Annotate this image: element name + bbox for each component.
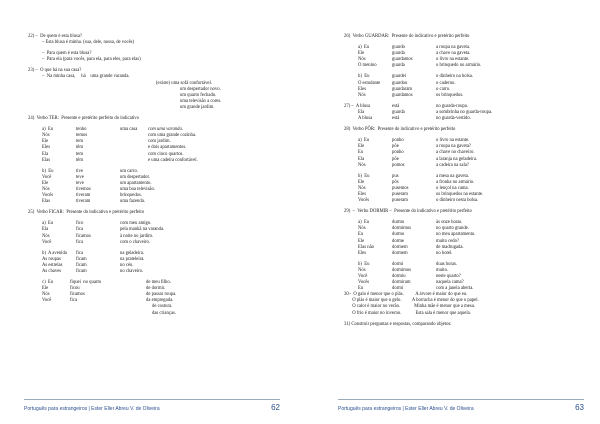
table-cell: ponho bbox=[392, 138, 404, 144]
table-cell: brinquedos. bbox=[120, 193, 143, 199]
table-cell: tive bbox=[76, 168, 84, 174]
table-cell: têm bbox=[76, 145, 84, 151]
table-cell: de passar roupa. bbox=[146, 292, 177, 298]
table-cell: os brinquedos na estante. bbox=[436, 191, 484, 197]
q27-table bbox=[344, 104, 586, 122]
table-cell: dormimos bbox=[392, 267, 412, 273]
q26-table-a bbox=[358, 45, 586, 69]
table-cell: ficamos bbox=[70, 292, 85, 298]
table-cell: Ele bbox=[358, 238, 365, 244]
table-cell: uma boa televisão. bbox=[120, 186, 156, 192]
q28-table-b bbox=[358, 174, 586, 204]
table-cell: e dois apartamentos. bbox=[148, 145, 187, 151]
table-cell: As chaves bbox=[42, 269, 62, 274]
table-cell: a mesa na gaveta. bbox=[436, 173, 470, 179]
table-cell: guardei bbox=[392, 74, 407, 80]
table-cell: de meu filho. bbox=[146, 280, 171, 286]
table-cell: neste quarto? bbox=[436, 274, 461, 279]
table-cell: puseram bbox=[392, 198, 408, 204]
table-cell: Nós bbox=[358, 162, 366, 168]
table-cell: b) Eu bbox=[358, 261, 370, 267]
table-cell: A blusa bbox=[358, 116, 373, 122]
table-cell: guarda bbox=[392, 51, 405, 57]
table-cell: dormimos bbox=[392, 226, 412, 232]
q23-line: um grande jardim. bbox=[180, 104, 215, 110]
table-cell: está bbox=[392, 116, 400, 122]
table-cell: guardou bbox=[392, 80, 408, 86]
q28-table-a bbox=[358, 138, 586, 168]
right-footer bbox=[338, 399, 584, 412]
table-cell: O estudante bbox=[358, 80, 381, 86]
table-cell: ponho bbox=[392, 150, 404, 156]
table-cell: os brinquedos. bbox=[436, 92, 464, 98]
table-cell: a chave na gaveta. bbox=[436, 51, 471, 57]
table-cell: põe bbox=[392, 156, 399, 162]
table-cell: a laranja na geladeira. bbox=[436, 156, 478, 162]
table-cell: Eles bbox=[358, 250, 367, 256]
q25-tail-line: de costura. bbox=[152, 304, 173, 310]
table-cell: dormi bbox=[392, 261, 404, 267]
q22-answer-2: – Para ela (para vocês, para ela, para eles, para elas) bbox=[42, 57, 141, 63]
q30-line: O calor é maior no verão. Minha mãe é menor que a mesa. bbox=[344, 304, 475, 310]
table-cell: Elas bbox=[42, 199, 51, 205]
q22-answer: – Esta blusa é minha. (sua, dele, nossa, de vocês) bbox=[42, 40, 135, 46]
table-cell: ficou bbox=[70, 286, 80, 292]
table-cell: Eu bbox=[358, 150, 364, 156]
table-cell: uma casa bbox=[120, 127, 138, 133]
q31-title: 31) Construir perguntas e respostas, comparando objetos: bbox=[344, 321, 452, 327]
table-cell: naquela cama? bbox=[436, 280, 464, 286]
table-cell: teve bbox=[76, 174, 84, 180]
table-cell: Ele bbox=[42, 139, 49, 145]
table-cell: com cinco quartos. bbox=[148, 151, 184, 157]
q29-table-a bbox=[358, 220, 586, 257]
table-cell: Elas não bbox=[358, 244, 375, 250]
table-cell: na geladeira. bbox=[120, 250, 144, 256]
table-cell: com uma grande cozinha. bbox=[148, 133, 197, 139]
right-page-content bbox=[344, 34, 586, 400]
table-cell: com jardim. bbox=[148, 139, 171, 145]
page-number: 62 bbox=[271, 403, 280, 412]
table-cell: puseram bbox=[392, 191, 408, 197]
q26-title: 26) Verbo GUARDAR: Presente do indicativo e pretérito perfeito bbox=[344, 34, 470, 39]
table-cell: Vocês bbox=[42, 193, 54, 199]
table-cell: Nós bbox=[358, 57, 366, 63]
table-cell: dorme bbox=[392, 238, 404, 244]
table-cell: Ela bbox=[358, 109, 365, 115]
table-cell: o brinquedo no armário. bbox=[436, 63, 482, 69]
table-cell: Nós bbox=[358, 267, 366, 273]
table-cell: durmo bbox=[392, 232, 405, 238]
table-cell: a roupa na gaveta? bbox=[436, 144, 472, 150]
page-number: 63 bbox=[575, 403, 584, 412]
table-cell: muito. bbox=[436, 267, 449, 273]
table-cell: dormem bbox=[392, 244, 408, 250]
table-cell: no meu apartamento. bbox=[436, 232, 476, 238]
table-cell: dormi bbox=[392, 286, 404, 292]
table-cell: Você bbox=[358, 274, 368, 279]
table-cell: Você bbox=[42, 298, 52, 304]
table-cell: As roupas bbox=[42, 256, 61, 262]
table-cell: tem bbox=[76, 151, 84, 157]
table-cell: na prateleira. bbox=[120, 256, 145, 262]
q26-table-b bbox=[358, 74, 586, 98]
table-cell: põe bbox=[392, 144, 399, 150]
table-cell: As estrelas bbox=[42, 262, 63, 268]
q23-line: uma televisão a cores. bbox=[180, 98, 222, 104]
q23-title: 23) – O que há na sua casa? bbox=[28, 68, 82, 74]
table-cell: Ela bbox=[358, 156, 365, 162]
q29-title: 29) – Verbo DORMIR – Presente do indicativo e pretérito perfeito bbox=[344, 209, 472, 215]
table-cell: a cadeira na sala? bbox=[436, 162, 469, 168]
table-cell: Nós bbox=[358, 185, 366, 191]
table-cell: guarda bbox=[392, 63, 405, 69]
table-cell: a) Eu bbox=[358, 220, 370, 226]
table-cell bbox=[120, 158, 144, 164]
table-cell: ficam bbox=[76, 256, 87, 262]
q25-table-a bbox=[42, 221, 290, 245]
table-cell: Você bbox=[42, 239, 52, 245]
table-cell: com a janela aberta. bbox=[436, 286, 474, 292]
table-cell: o caderno. bbox=[436, 80, 456, 86]
table-cell: a chave no chaveiro. bbox=[436, 150, 475, 156]
table-cell: o lençol na cama. bbox=[436, 185, 469, 191]
table-cell: b) Eu bbox=[358, 173, 370, 179]
table-cell: tivemos bbox=[76, 186, 91, 192]
table-cell: Eles bbox=[358, 86, 367, 92]
table-cell: c) Eu bbox=[42, 280, 54, 286]
table-cell: pomos bbox=[392, 162, 405, 168]
table-cell: a roupa na gaveta. bbox=[436, 45, 471, 51]
left-footer bbox=[24, 399, 280, 412]
table-cell: Eles bbox=[358, 191, 367, 197]
table-cell: com meu amigo. bbox=[120, 221, 152, 227]
table-cell: Ele bbox=[42, 180, 49, 186]
footer-text: Português para estrangeiros | Ester Eller Abreu V. de Oliveira bbox=[24, 406, 160, 412]
table-cell: Nós bbox=[42, 233, 50, 239]
table-cell: Ele bbox=[358, 144, 365, 150]
table-cell: a) Eu bbox=[358, 138, 370, 144]
table-cell: o carro. bbox=[436, 86, 451, 92]
table-cell: durmo bbox=[392, 220, 405, 226]
table-cell: fica bbox=[76, 250, 84, 256]
table-cell: b) Eu bbox=[358, 74, 370, 80]
table-cell: Eu bbox=[358, 286, 364, 292]
table-cell: muito cedo? bbox=[436, 238, 460, 244]
table-cell: fica bbox=[70, 298, 78, 304]
table-cell: a) Eu bbox=[42, 127, 54, 133]
table-cell: O menino bbox=[358, 63, 377, 69]
table-cell: no hotel. bbox=[436, 250, 453, 256]
q28-title: 28) Verbo PÔR: Presente do indicativo e pretérito perfeito bbox=[344, 127, 456, 133]
table-cell: com o chaveiro. bbox=[120, 239, 151, 245]
table-cell: de dormir. bbox=[146, 286, 166, 292]
table-cell: às onze horas. bbox=[436, 220, 463, 226]
table-cell: dormiram bbox=[392, 280, 411, 286]
table-cell: um despertador. bbox=[120, 174, 150, 180]
q30-line: O frio é maior no inverno. Esta sala é menor que aquela. bbox=[344, 310, 471, 316]
table-cell: tenho bbox=[76, 127, 87, 133]
table-cell: Nós bbox=[42, 133, 50, 139]
table-cell: Nós bbox=[358, 226, 366, 232]
table-cell: a) Eu bbox=[42, 221, 54, 227]
table-cell: dormem bbox=[392, 250, 408, 256]
table-cell: ficamos bbox=[76, 233, 91, 239]
table-cell: pusemos bbox=[392, 185, 409, 191]
table-cell: Eles bbox=[42, 145, 51, 151]
table-cell: fiquei no quarto bbox=[70, 280, 102, 286]
table-cell: guardamos bbox=[392, 92, 413, 98]
table-cell: no quarto grande. bbox=[436, 226, 469, 232]
table-cell: com uma varanda. bbox=[148, 127, 184, 133]
q22-title: 22) – De quem é esta blusa? bbox=[28, 34, 83, 39]
table-cell: no céu. bbox=[120, 262, 134, 268]
table-cell: a fronha no armário. bbox=[436, 179, 475, 185]
q25-table-b bbox=[42, 251, 290, 275]
table-cell: tem bbox=[76, 139, 84, 145]
q22-question-2: – Para quem é esta blusa? bbox=[42, 51, 92, 57]
table-cell: Vocês bbox=[358, 198, 370, 204]
table-cell: pela manhã na varanda. bbox=[120, 227, 165, 233]
table-cell: e uma cadeira confortável. bbox=[148, 157, 198, 163]
q23-line: um despertador novo. bbox=[180, 86, 221, 92]
table-cell: fico bbox=[76, 221, 84, 227]
table-cell: Nós bbox=[358, 92, 366, 98]
table-cell: no guarda-vestido. bbox=[436, 116, 471, 122]
table-cell: teve bbox=[76, 180, 84, 186]
left-page-content bbox=[28, 34, 290, 400]
table-cell: Ele bbox=[42, 286, 49, 292]
table-cell: guardaram bbox=[392, 86, 413, 92]
table-cell: 27) – A blusa bbox=[344, 103, 371, 109]
table-cell: Eu bbox=[358, 232, 364, 238]
q23-line: um quarto fechado. bbox=[180, 92, 217, 98]
table-cell: Você bbox=[42, 174, 52, 180]
table-cell: b) Eu bbox=[42, 168, 54, 174]
q29-table-b bbox=[358, 262, 586, 292]
table-cell: um carro. bbox=[120, 168, 138, 174]
table-cell: uma fazenda. bbox=[120, 199, 145, 205]
table-cell: têm bbox=[76, 157, 84, 163]
table-cell: fica bbox=[76, 239, 84, 245]
table-cell: dormiu bbox=[392, 274, 406, 279]
q24-table-a bbox=[42, 127, 290, 164]
table-cell: b) A avenida bbox=[42, 250, 67, 256]
q30-line: 30– O galo é menor que o plás. A árvore é maior do que eu. bbox=[344, 292, 468, 298]
table-cell: à noite no jardim. bbox=[120, 233, 154, 239]
table-cell: duas horas. bbox=[436, 261, 458, 267]
q25-title: 25) Verbo FICAR: Presente do indicativo e pretérito perfeito bbox=[28, 210, 145, 216]
table-cell: fica bbox=[76, 227, 84, 233]
q25-tail-line: das crianças. bbox=[152, 310, 176, 316]
table-cell: pus bbox=[392, 173, 399, 179]
table-cell: da empregada. bbox=[146, 298, 174, 304]
table-cell: no guarda-roupa. bbox=[436, 103, 469, 109]
table-cell: de madrugada. bbox=[436, 244, 464, 250]
table-cell: o livro na estante. bbox=[436, 138, 470, 144]
table-cell: o dinheiro nesta bolsa. bbox=[436, 198, 479, 204]
table-cell: Elas bbox=[42, 157, 51, 163]
table-cell: guardo bbox=[392, 45, 406, 51]
q30-line: O plás é maior que o gelo. A borracha é menor do que o papel. bbox=[344, 298, 479, 304]
q25-table-c bbox=[42, 280, 290, 304]
table-cell: está bbox=[392, 103, 400, 109]
table-cell: o dinheiro na bolsa. bbox=[436, 74, 473, 80]
q23-answer: – Na minha casa, há uma grande varanda. bbox=[42, 74, 130, 80]
q24-title: 24) Verbo TER: Presente e pretérito perfeito do indicativo bbox=[28, 116, 139, 122]
table-cell: pôs bbox=[392, 179, 399, 185]
table-cell: a) Eu bbox=[358, 45, 370, 51]
q23-line: (existe) uma sofá confortável. bbox=[156, 80, 212, 86]
table-cell: a sombrinha no guarda-roupa. bbox=[436, 109, 493, 115]
right-page bbox=[300, 0, 600, 424]
table-cell: tiveram bbox=[76, 199, 91, 205]
table-cell: ficam bbox=[76, 269, 87, 274]
table-cell: Ele bbox=[358, 51, 365, 57]
table-cell: Ela bbox=[42, 227, 49, 233]
table-cell: Ela bbox=[42, 151, 49, 157]
table-cell: o livro na estante. bbox=[436, 57, 470, 63]
table-cell: guardamos bbox=[392, 57, 413, 63]
footer-text: Português para estrangeiros | Ester Eller Abreu V. de Oliveira bbox=[338, 406, 474, 412]
table-cell: no chaveiro. bbox=[120, 269, 144, 274]
q24-table-b bbox=[42, 169, 290, 206]
table-cell: temos bbox=[76, 133, 88, 139]
table-cell: Nós bbox=[42, 292, 50, 298]
table-cell: guarda bbox=[392, 109, 405, 115]
table-cell: Ele bbox=[358, 179, 365, 185]
table-cell: Nós bbox=[42, 186, 50, 192]
table-cell: ficam bbox=[76, 262, 87, 268]
table-cell: Vocês bbox=[358, 280, 370, 286]
table-cell: tiveram bbox=[76, 193, 91, 199]
table-cell: um apartamento. bbox=[120, 180, 152, 186]
